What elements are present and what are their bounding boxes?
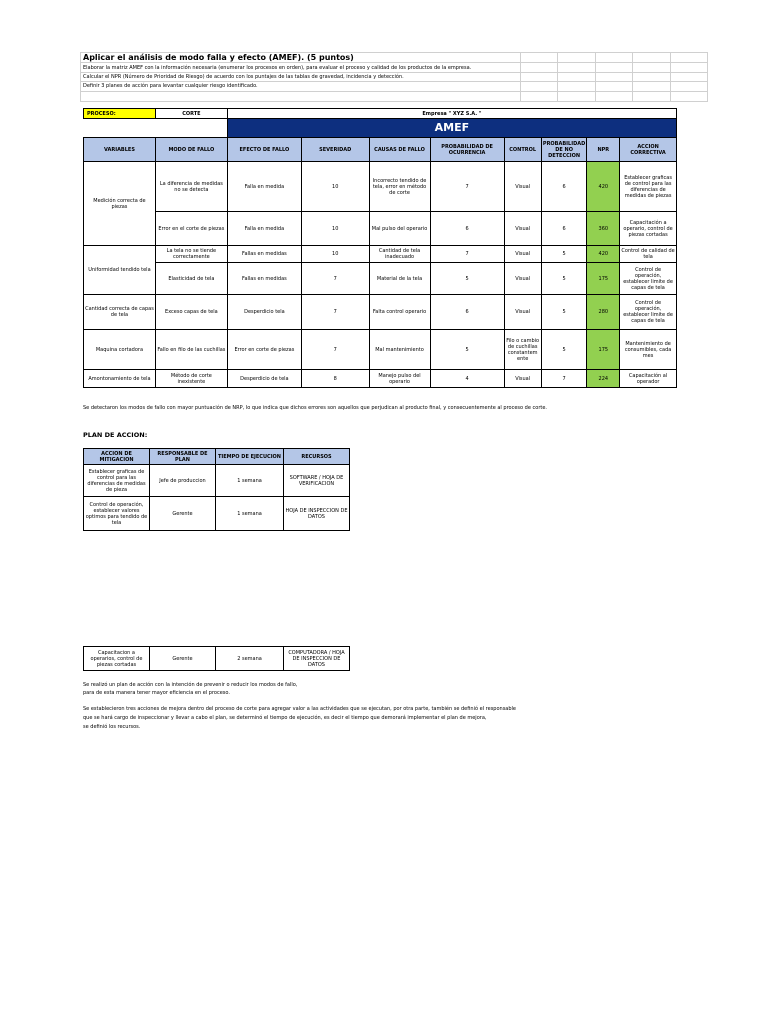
col-modo: MODO DE FALLO (155, 138, 227, 162)
deteccion-cell: 5 (541, 246, 587, 263)
plan-title: PLAN DE ACCION: (83, 431, 148, 439)
deteccion-cell: 5 (541, 263, 587, 295)
col-deteccion: PROBABILIDAD DE NO DETECCION (541, 138, 587, 162)
efecto-cell: Desperdicio tela (227, 295, 301, 330)
npr-cell: 175 (587, 330, 620, 370)
plan-col-responsable: RESPONSABLE DE PLAN (150, 449, 216, 465)
deteccion-cell: 6 (541, 212, 587, 246)
deteccion-cell: 7 (541, 370, 587, 388)
plan-col-recursos: RECURSOS (284, 449, 350, 465)
accion-cell: Mantenimiento de consumibles, cada mes (620, 330, 677, 370)
table-row (84, 497, 350, 531)
npr-cell: 224 (587, 370, 620, 388)
empresa-name: Empresa " XYZ S.A. " (227, 109, 676, 119)
accion-cell: Establecer graficas de control para las diferencias de medidas de piezas (620, 162, 677, 212)
variable-cell: Uniformidad tendido tela (84, 246, 156, 295)
variable-cell: Maquina cortadora (84, 330, 156, 370)
efecto-cell: Falla en medida (227, 212, 301, 246)
deteccion-cell: 5 (541, 330, 587, 370)
plan-tiempo-cell: 1 semana (216, 465, 284, 497)
modo-cell: Fallo en filo de las cuchillas (155, 330, 227, 370)
instruction-3: Definir 3 planes de acción para levantar cualquier riesgo identificado. (83, 83, 258, 89)
instruction-1: Elaborar la matriz AMEF con la información necesaria (enumerar los procesos en orden), para evaluar el proceso y calidad de los productos de la empresa. (83, 65, 472, 71)
table-row (84, 162, 677, 212)
causa-cell: Mal mantenimiento (369, 330, 430, 370)
ocurrencia-cell: 4 (430, 370, 504, 388)
plan-responsable-cell: Gerente (150, 497, 216, 531)
table-row (84, 246, 677, 263)
plan-col-accion: ACCION DE MITIGACION (84, 449, 150, 465)
severidad-cell: 7 (301, 330, 369, 370)
plan-tiempo-cell: 2 semana (216, 647, 284, 671)
table-row (84, 212, 677, 246)
ocurrencia-cell: 6 (430, 295, 504, 330)
table-row (84, 295, 677, 330)
table-row (84, 263, 677, 295)
npr-cell: 420 (587, 162, 620, 212)
variable-cell: Amontonamiento de tela (84, 370, 156, 388)
npr-cell: 175 (587, 263, 620, 295)
accion-cell: Capacitación a operario, control de piezas cortadas (620, 212, 677, 246)
severidad-cell: 7 (301, 295, 369, 330)
ocurrencia-cell: 6 (430, 212, 504, 246)
causa-cell: Incorrecto tendido de tela, error en método de corte (369, 162, 430, 212)
closing-line-4: que se hará cargo de inspeccionar y llevar a cabo el plan, se determinó el tiempo de ejecución, es decir el tiempo que demorará implementar el plan de mejora, (83, 715, 487, 721)
efecto-cell: Desperdicio de tela (227, 370, 301, 388)
plan-responsable-cell: Gerente (150, 647, 216, 671)
npr-cell: 360 (587, 212, 620, 246)
modo-cell: Elasticidad de tela (155, 263, 227, 295)
closing-line-3: Se establecieron tres acciones de mejora dentro del proceso de corte para agregar valor a las actividades que se ejecutan, por otra parte, también se definió el responsable (83, 706, 517, 712)
efecto-cell: Fallas en medidas (227, 246, 301, 263)
page-title: Aplicar el análisis de modo falla y efecto (AMEF). (5 puntos) (83, 53, 354, 62)
amef-table (83, 108, 677, 388)
deteccion-cell: 6 (541, 162, 587, 212)
plan-recursos-cell: COMPUTADORA / HOJA DE INSPECCION DE DATOS (284, 647, 350, 671)
severidad-cell: 8 (301, 370, 369, 388)
col-npr: NPR (587, 138, 620, 162)
modo-cell: La tela no se tiende correctamente (155, 246, 227, 263)
ocurrencia-cell: 5 (430, 263, 504, 295)
severidad-cell: 10 (301, 246, 369, 263)
ocurrencia-cell: 7 (430, 162, 504, 212)
accion-cell: Control de operación, establecer limite de capas de tela (620, 263, 677, 295)
amef-title: AMEF (227, 119, 676, 138)
severidad-cell: 10 (301, 212, 369, 246)
plan-responsable-cell: Jefe de produccion (150, 465, 216, 497)
col-efecto: EFECTO DE FALLO (227, 138, 301, 162)
control-cell: Visual (504, 263, 541, 295)
ocurrencia-cell: 5 (430, 330, 504, 370)
causa-cell: Falta control operario (369, 295, 430, 330)
severidad-cell: 10 (301, 162, 369, 212)
modo-cell: Error en el corte de piezas (155, 212, 227, 246)
table-row (84, 465, 350, 497)
col-accion: ACCION CORRECTIVA (620, 138, 677, 162)
amef-note: Se detectaron los modos de fallo con mayor puntuación de NRP, lo que indica que dichos errores son aquellos que perjudican al producto final, y consecuentemente al proceso de corte. (83, 405, 547, 411)
col-severidad: SEVERIDAD (301, 138, 369, 162)
variable-cell: Cantidad correcta de capas de tela (84, 295, 156, 330)
plan-accion-cell: Control de operación, establecer valores optimos para tendido de tela (84, 497, 150, 531)
table-row (84, 330, 677, 370)
modo-cell: Método de corte inexistente (155, 370, 227, 388)
col-causas: CAUSAS DE FALLO (369, 138, 430, 162)
efecto-cell: Error en corte de piezas (227, 330, 301, 370)
closing-line-2: para de esta manera tener mayor eficiencia en el proceso. (83, 690, 230, 696)
control-cell: Filo o cambio de cuchillas constantem ente (504, 330, 541, 370)
plan-tiempo-cell: 1 semana (216, 497, 284, 531)
proceso-label: PROCESO: (84, 109, 156, 119)
ocurrencia-cell: 7 (430, 246, 504, 263)
control-cell: Visual (504, 212, 541, 246)
closing-line-5: se definió los recursos. (83, 724, 141, 730)
control-cell: Visual (504, 370, 541, 388)
efecto-cell: Falla en medida (227, 162, 301, 212)
causa-cell: Manejo pulso del operario (369, 370, 430, 388)
proceso-value: CORTE (155, 109, 227, 119)
causa-cell: Material de la tela (369, 263, 430, 295)
npr-cell: 280 (587, 295, 620, 330)
col-variables: VARIABLES (84, 138, 156, 162)
causa-cell: Cantidad de tela inadecuado (369, 246, 430, 263)
accion-cell: Control de operación, establecer limite de capas de tela (620, 295, 677, 330)
plan-accion-cell: Capacitacion a operarios, control de piezas cortadas (84, 647, 150, 671)
plan-table-continued (83, 646, 350, 671)
modo-cell: La diferencia de medidas no se detecta (155, 162, 227, 212)
closing-line-1: Se realizó un plan de acción con la intención de prevenir o reducir los modos de fallo, (83, 682, 298, 688)
plan-col-tiempo: TIEMPO DE EJECUCION (216, 449, 284, 465)
modo-cell: Exceso capas de tela (155, 295, 227, 330)
control-cell: Visual (504, 295, 541, 330)
efecto-cell: Fallas en medidas (227, 263, 301, 295)
variable-cell: Medición correcta de piezas (84, 162, 156, 246)
plan-table (83, 448, 350, 531)
accion-cell: Capacitación al operador (620, 370, 677, 388)
severidad-cell: 7 (301, 263, 369, 295)
control-cell: Visual (504, 246, 541, 263)
col-control: CONTROL (504, 138, 541, 162)
control-cell: Visual (504, 162, 541, 212)
npr-cell: 420 (587, 246, 620, 263)
table-row (84, 370, 677, 388)
instruction-2: Calcular el NPR (Número de Prioridad de Riesgo) de acuerdo con los puntajes de las tablas de gravedad, incidencia y detección. (83, 74, 404, 80)
col-ocurrencia: PROBABILIDAD DE OCURRENCIA (430, 138, 504, 162)
plan-recursos-cell: HOJA DE INSPECCION DE DATOS (284, 497, 350, 531)
plan-accion-cell: Establecer graficas de control para las diferencias de medidas de pieza (84, 465, 150, 497)
deteccion-cell: 5 (541, 295, 587, 330)
accion-cell: Control de calidad de tela (620, 246, 677, 263)
causa-cell: Mal pulso del operario (369, 212, 430, 246)
table-row (84, 647, 350, 671)
plan-recursos-cell: SOFTWARE / HOJA DE VERIFICACION (284, 465, 350, 497)
